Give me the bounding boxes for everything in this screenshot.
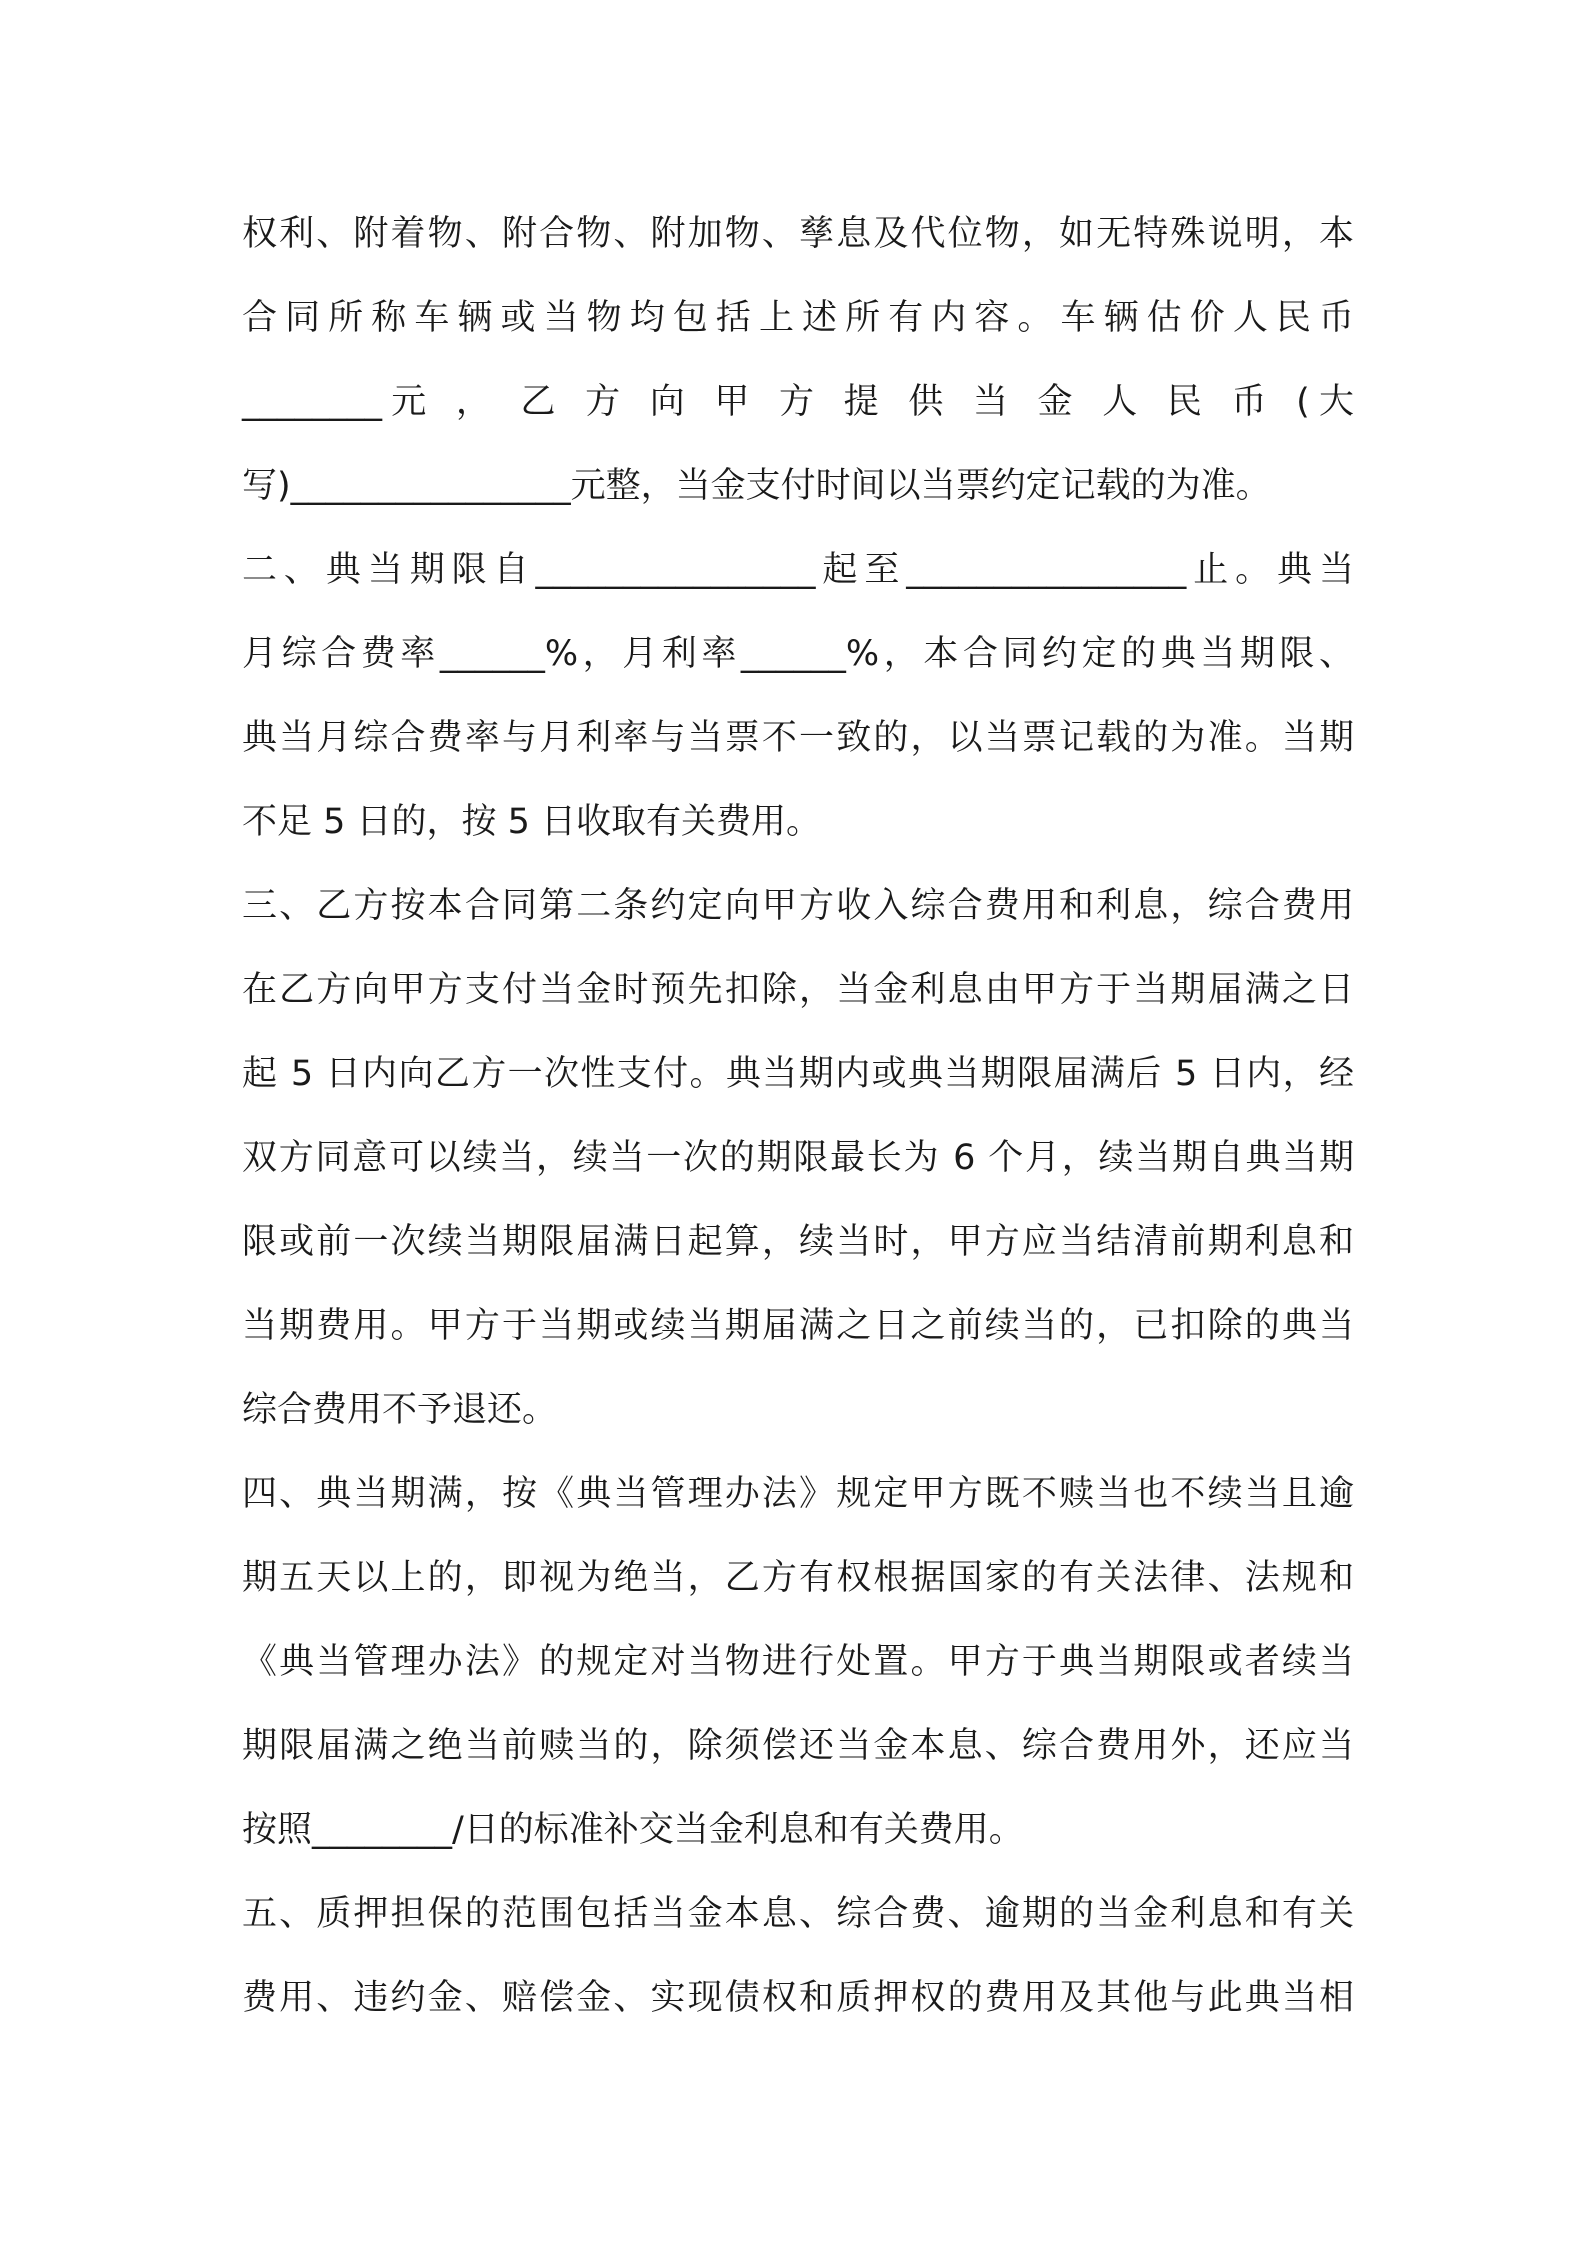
text-line: 写)________________元整，当金支付时间以当票约定记载的为准。 [242, 466, 1271, 506]
text-line: 不足 5 日的，按 5 日收取有关费用。 [242, 802, 822, 842]
text-line: 权利、附着物、附合物、附加物、孳息及代位物，如无特殊说明，本 [242, 214, 1354, 254]
text-line: 限或前一次续当期限届满日起算，续当时，甲方应当结清前期利息和 [242, 1222, 1354, 1262]
text-line: 五、质押担保的范围包括当金本息、综合费、逾期的当金利息和有关 [242, 1894, 1354, 1934]
text-line: 费用、违约金、赔偿金、实现债权和质押权的费用及其他与此典当相 [242, 1978, 1354, 2018]
text-line: 典当月综合费率与月利率与当票不一致的，以当票记载的为准。当期 [242, 718, 1354, 758]
text-line: 月综合费率______%，月利率______%，本合同约定的典当期限、 [242, 634, 1354, 674]
text-line: 三、乙方按本合同第二条约定向甲方收入综合费用和利息，综合费用 [242, 886, 1354, 926]
text-line: 期五天以上的，即视为绝当，乙方有权根据国家的有关法律、法规和 [242, 1558, 1354, 1598]
text-line: 在乙方向甲方支付当金时预先扣除，当金利息由甲方于当期届满之日 [242, 970, 1354, 1010]
text-line: 双方同意可以续当，续当一次的期限最长为 6 个月，续当期自典当期 [242, 1138, 1354, 1178]
text-line: 四、典当期满，按《典当管理办法》规定甲方既不赎当也不续当且逾 [242, 1474, 1354, 1514]
text-line: 综合费用不予退还。 [242, 1390, 558, 1430]
text-line: 《典当管理办法》的规定对当物进行处置。甲方于典当期限或者续当 [242, 1642, 1354, 1682]
text-line: 当期费用。甲方于当期或续当期届满之日之前续当的，已扣除的典当 [242, 1306, 1354, 1346]
contract-body-text [242, 192, 1354, 2040]
text-line: 按照________/日的标准补交当金利息和有关费用。 [242, 1810, 1024, 1850]
text-line: 合同所称车辆或当物均包括上述所有内容。车辆估价人民币 [242, 298, 1354, 338]
text-line: 期限届满之绝当前赎当的，除须偿还当金本息、综合费用外，还应当 [242, 1726, 1354, 1766]
text-line: 起 5 日内向乙方一次性支付。典当期内或典当期限届满后 5 日内，经 [242, 1054, 1354, 1094]
text-line: 二、典当期限自________________起至________________止。典当 [242, 550, 1354, 590]
text-line: ________元 ， 乙 方 向 甲 方 提 供 当 金 人 民 币 (大 [242, 382, 1354, 422]
